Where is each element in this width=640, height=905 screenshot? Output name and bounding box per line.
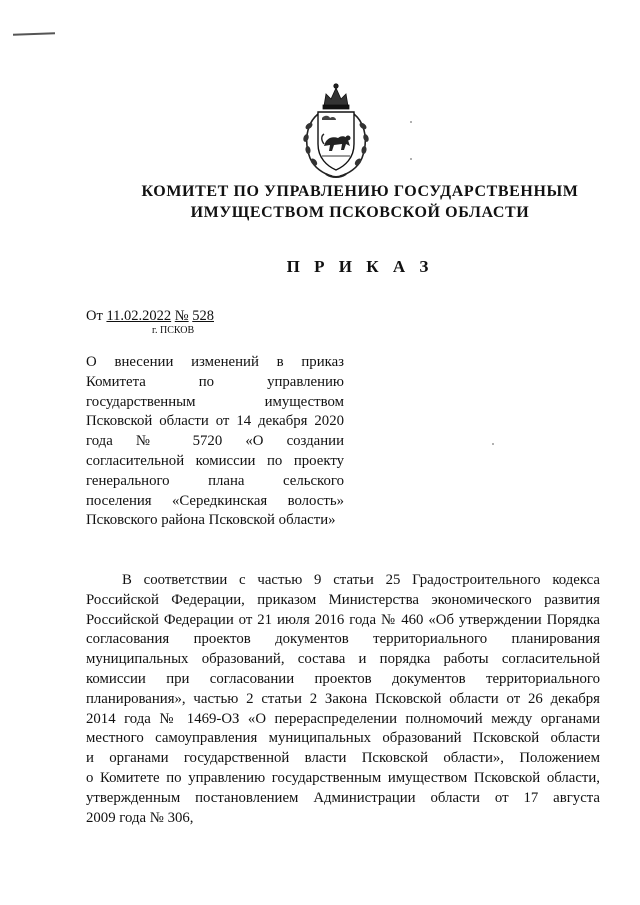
order-body-paragraph [86, 571, 600, 828]
subject-line: поселения «Середкинская волость» [86, 492, 344, 509]
subject-line: генерального плана сельского [86, 472, 344, 489]
body-line: 2014 года № 1469-ОЗ «О перераспределении полномочий между органами [86, 710, 600, 727]
date-prefix: От [86, 308, 103, 324]
scan-speck [492, 443, 494, 445]
committee-title-line-1: КОМИТЕТ ПО УПРАВЛЕНИЮ ГОСУДАРСТВЕННЫМ [141, 183, 579, 200]
subject-line: Псковского района Псковской области» [86, 512, 336, 529]
scan-artifact-line [13, 32, 55, 35]
body-line: 2009 года № 306, [86, 809, 194, 826]
body-line: согласования проектов документов территориального планирования [86, 631, 600, 648]
committee-title-line-2: ИМУЩЕСТВОМ ПСКОВСКОЙ ОБЛАСТИ [190, 204, 530, 221]
order-date: 11.02.2022 [106, 308, 172, 324]
subject-line: согласительной комиссии по проекту [86, 452, 344, 469]
body-line: местного самоуправления муниципальных образований Псковской области [86, 730, 600, 747]
subject-line: Псковской области от 14 декабря 2020 [86, 413, 344, 430]
body-line: утвержденным постановлением Администрации области от 17 августа [86, 789, 600, 806]
body-line: Российской Федерации, приказом Министерства экономического развития [86, 591, 600, 608]
document-type-heading: П Р И К А З [286, 257, 434, 276]
body-line: и органами государственной власти Псковской области», Положением [86, 750, 600, 767]
order-subject [86, 353, 344, 531]
body-line: Российской Федерации от 21 июля 2016 года № 460 «Об утверждении Порядка [86, 611, 600, 628]
body-line: муниципальных образований, состава и порядка работы согласительной [86, 651, 600, 668]
city-label: г. ПСКОВ [152, 325, 195, 336]
subject-line: О внесении изменений в приказ [86, 354, 344, 370]
body-line: В соответствии с частью 9 статьи 25 Градостроительного кодекса [122, 572, 600, 588]
subject-line: Комитета по управлению [86, 373, 344, 390]
order-number: 528 [192, 308, 214, 324]
body-line: планирования», частью 2 статьи 2 Закона Псковской области от 26 декабря [86, 690, 600, 707]
order-date-number [86, 307, 214, 325]
subject-line: государственным имуществом [86, 393, 344, 410]
scan-speck [410, 121, 412, 123]
pskov-coat-of-arms-icon [296, 80, 376, 180]
number-sign: № [174, 308, 189, 324]
subject-line: года № 5720 «О создании [86, 433, 344, 450]
body-line: о Комитете по управлению государственным имуществом Псковской области, [86, 769, 600, 786]
scan-speck [410, 158, 412, 160]
body-line: комиссии при согласовании проектов документов территориального [86, 670, 600, 687]
